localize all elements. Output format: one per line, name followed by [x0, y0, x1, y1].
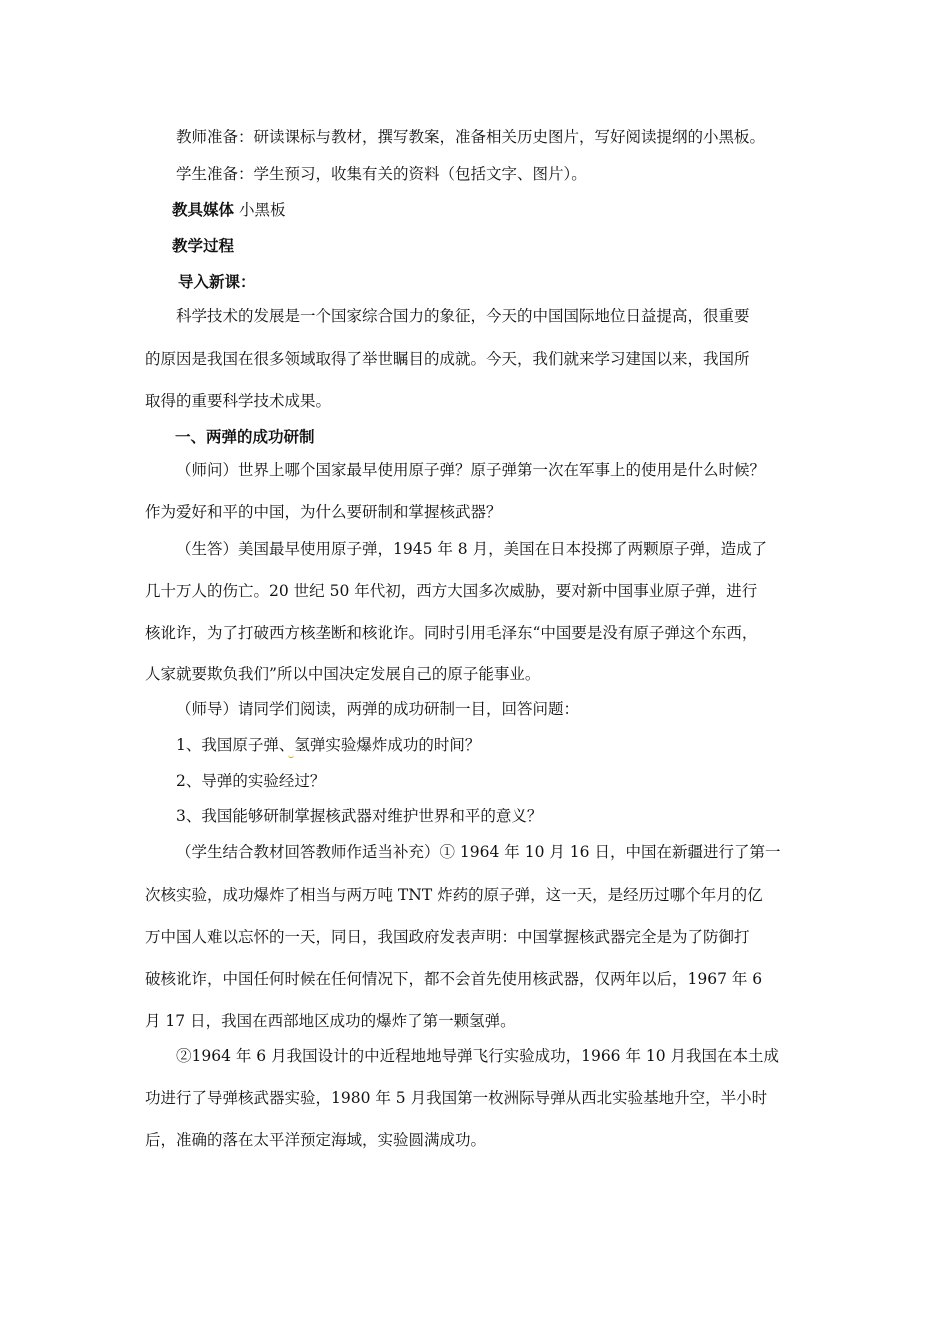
answer2-line: 后，准确的落在太平洋预定海域，实验圆满成功。	[145, 1131, 487, 1149]
teacher-prep-line: 教师准备：研读课标与教材，撰写教案，准备相关历史图片，写好阅读提纲的小黑板。	[176, 128, 766, 146]
teacher-guide-line: （师导）请同学们阅读，两弹的成功研制一目，回答问题：	[176, 700, 580, 718]
answer1-line: 月 17 日，我国在西部地区成功的爆炸了第一颗氢弹。	[145, 1012, 516, 1030]
intro-heading: 导入新课：	[178, 273, 256, 291]
section1-heading: 一、两弹的成功研制	[175, 428, 315, 446]
intro-paragraph-line: 的原因是我国在很多领域取得了举世瞩目的成就。今天，我们就来学习建国以来，我国所	[145, 350, 750, 368]
answer1-line: 万中国人难以忘怀的一天，同日，我国政府发表声明：中国掌握核武器完全是为了防御打	[145, 928, 750, 946]
media-label: 教具媒体	[172, 201, 235, 219]
intro-paragraph-line: 科学技术的发展是一个国家综合国力的象征，今天的中国国际地位日益提高，很重要	[176, 307, 750, 325]
student-answer-line: 人家就要欺负我们”所以中国决定发展自己的原子能事业。	[145, 665, 541, 683]
answer2-line: ②1964 年 6 月我国设计的中近程地地导弹飞行实验成功，1966 年 10 月我国在本土成	[176, 1047, 780, 1065]
spellcheck-squiggle	[288, 753, 294, 758]
student-answer-line: 几十万人的伤亡。20 世纪 50 年代初，西方大国多次威胁，要对新中国事业原子弹，进行	[145, 582, 758, 600]
media-line	[172, 200, 285, 220]
intro-paragraph-line: 取得的重要科学技术成果。	[145, 392, 332, 410]
question-item: 3、我国能够研制掌握核武器对维护世界和平的意义？	[176, 807, 543, 825]
teacher-question-line: 作为爱好和平的中国，为什么要研制和掌握核武器？	[145, 503, 502, 521]
teacher-question-line: （师问）世界上哪个国家最早使用原子弹？原子弹第一次在军事上的使用是什么时候？	[176, 461, 766, 479]
answer1-line: 破核讹诈，中国任何时候在任何情况下，都不会首先使用核武器，仅两年以后，1967 年 6	[145, 970, 763, 988]
student-answer-line: 核讹诈，为了打破西方核垄断和核讹诈。同时引用毛泽东“中国要是没有原子弹这个东西，	[145, 624, 758, 642]
student-answer-line: （生答）美国最早使用原子弹，1945 年 8 月，美国在日本投掷了两颗原子弹，造成了	[176, 540, 768, 558]
answer1-line: （学生结合教材回答教师作适当补充）① 1964 年 10 月 16 日，中国在新疆进行了第一	[176, 843, 781, 861]
answer1-line: 次核实验，成功爆炸了相当与两万吨 TNT 炸药的原子弹，这一天，是经历过哪个年月的亿	[145, 886, 763, 904]
student-prep-line: 学生准备：学生预习，收集有关的资料（包括文字、图片）。	[176, 165, 587, 183]
question-item: 1、我国原子弹、氢弹实验爆炸成功的时间？	[176, 736, 481, 754]
media-value: 小黑板	[238, 201, 286, 219]
answer2-line: 功进行了导弹核武器实验，1980 年 5 月我国第一枚洲际导弹从西北实验基地升空，半小时	[145, 1089, 768, 1107]
process-heading: 教学过程	[172, 237, 235, 255]
question-item: 2、导弹的实验经过？	[176, 772, 326, 790]
